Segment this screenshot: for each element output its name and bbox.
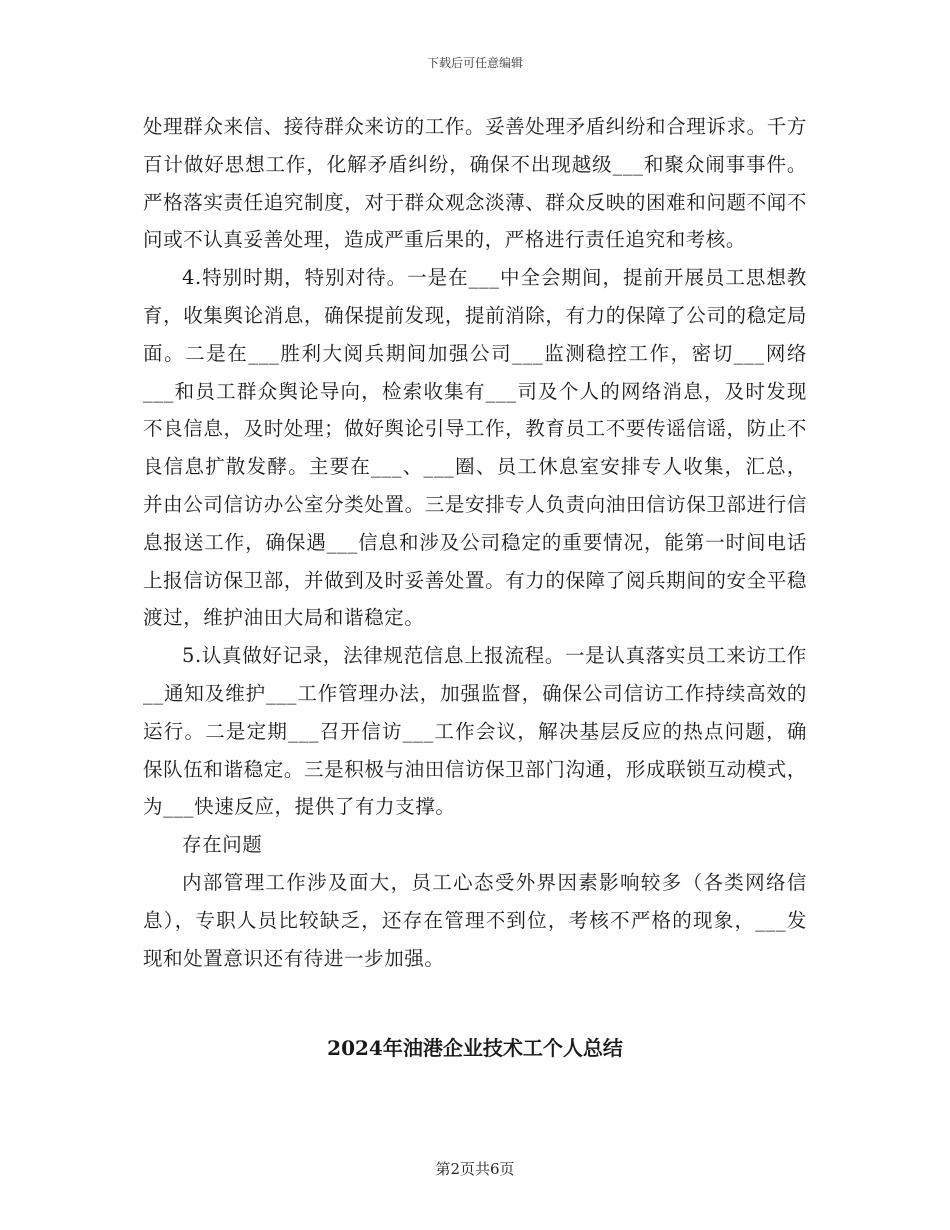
paragraph-problems: 内部管理工作涉及面大，员工心态受外界因素影响较多（各类网络信息），专职人员比较缺乏，还存在管理不到位，考核不严格的现象，___发现和处置意识还有待进一步加强。 (143, 870, 807, 970)
paragraph-record-keeping: 5.认真做好记录，法律规范信息上报流程。一是认真落实员工来访工作__通知及维护___工作管理办法，加强监督，确保公司信访工作持续高效的运行。二是定期___召开信访___工作会议，解决基层反应的热点问题，确保队伍和谐稳定。三是积极与油田信访保卫部门沟通，形成联锁互动模式，为___快速反应，提供了有力支撑。 (143, 644, 807, 819)
paragraph-complaint-handling: 处理群众来信、接待群众来访的工作。妥善处理矛盾纠纷和合理诉求。千方百计做好思想工作，化解矛盾纠纷，确保不出现越级___和聚众闹事事件。严格落实责任追究制度，对于群众观念淡薄、群众反映的困难和问题不闻不问或不认真妥善处理，造成严重后果的，严格进行责任追究和考核。 (143, 115, 807, 252)
header-note: 下载后可任意编辑 (426, 56, 523, 70)
paragraph-special-period: 4.特别时期，特别对待。一是在___中全会期间，提前开展员工思想教育，收集舆论消息，确保提前发现，提前消除，有力的保障了公司的稳定局面。二是在___胜利大阅兵期间加强公司___监测稳控工作，密切___网络___和员工群众舆论导向，检索收集有___司及个人的网络消息，及时发现不良信息，及时处理；做好舆论引导工作，教育员工不要传谣信谣，防止不良信息扩散发酵。主要在___、___圈、员工休息室安排专人收集，汇总，并由公司信访办公室分类处置。三是安排专人负责向油田信访保卫部进行信息报送工作，确保遇___信息和涉及公司稳定的重要情况，能第一时间电话上报信访保卫部，并做到及时妥善处置。有力的保障了阅兵期间的安全平稳渡过，维护油田大局和谐稳定。 (143, 266, 807, 630)
section-heading-problems: 存在问题 (182, 833, 263, 857)
page-footer: 第2页共6页 (435, 1160, 515, 1178)
document-title: 2024年油港企业技术工个人总结 (327, 1036, 623, 1060)
body-text (143, 108, 807, 977)
